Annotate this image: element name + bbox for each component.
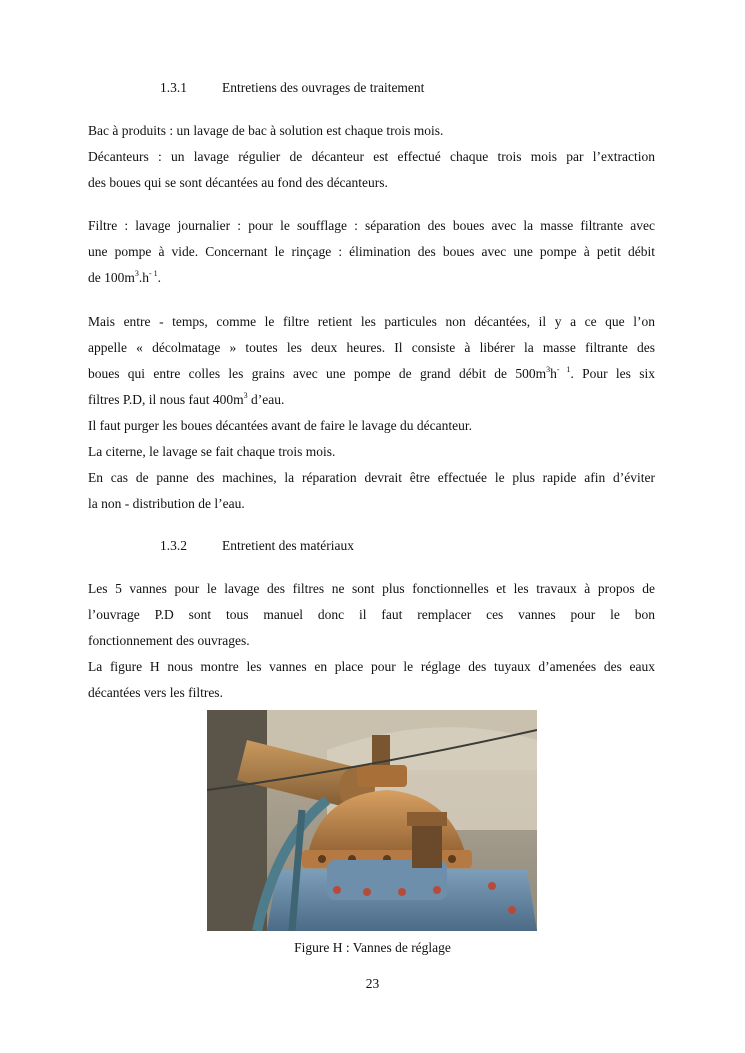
text-line: appelle « décolmatage » toutes les deux heures. Il consiste à libérer la masse filtrante des xyxy=(88,340,655,355)
text-line xyxy=(88,361,655,387)
text-line xyxy=(88,387,655,413)
superscript: 3 xyxy=(243,391,248,400)
section-title: Entretiens des ouvrages de traitement xyxy=(222,80,425,95)
text-line: La figure H nous montre les vannes en place pour le réglage des tuyaux d’amenées des eaux xyxy=(88,659,655,674)
paragraph-filtre xyxy=(88,213,655,291)
figure-caption: Figure H : Vannes de réglage xyxy=(294,940,451,955)
superscript: 3 xyxy=(546,365,551,374)
text-line: En cas de panne des machines, la réparation devrait être effectuée le plus rapide afin d’éviter xyxy=(88,470,655,485)
text-line: Les 5 vannes pour le lavage des filtres ne sont plus fonctionnelles et les travaux à propos de xyxy=(88,581,655,596)
superscript: - 1 xyxy=(556,365,571,374)
text-fragment: .h xyxy=(138,270,149,285)
section-heading-1-3-2 xyxy=(160,538,354,554)
text-line: Filtre : lavage journalier : pour le soufflage : séparation des boues avec la masse filtrante avec xyxy=(88,218,655,233)
text-fragment: filtres P.D, il nous faut 400m xyxy=(88,392,244,407)
text-line: une pompe à vide. Concernant le rinçage : élimination des boues avec une pompe à petit débit xyxy=(88,244,655,259)
paragraph-decolmatage xyxy=(88,309,655,517)
text-fragment: . Pour les six xyxy=(570,366,655,381)
text-fragment: d’eau. xyxy=(247,392,285,407)
section-heading-1-3-1 xyxy=(160,80,424,96)
text-line: Il faut purger les boues décantées avant de faire le lavage du décanteur. xyxy=(88,418,472,433)
text-fragment: de 100m xyxy=(88,270,135,285)
text-line: l’ouvrage P.D sont tous manuel donc il faut remplacer ces vannes pour le bon xyxy=(88,607,655,622)
section-number: 1.3.2 xyxy=(160,538,187,553)
text-fragment: boues qui entre colles les grains avec une pompe de grand débit de 500m xyxy=(88,366,547,381)
text-line: la non - distribution de l’eau. xyxy=(88,496,245,511)
superscript: 3 xyxy=(134,269,139,278)
section-title: Entretient des matériaux xyxy=(222,538,354,553)
text-line: Mais entre - temps, comme le filtre retient les particules non décantées, il y a ce que l’on xyxy=(88,314,655,329)
text-line: La citerne, le lavage se fait chaque trois mois. xyxy=(88,444,336,459)
text-fragment: h xyxy=(550,366,557,381)
text-line: des boues qui se sont décantées au fond des décanteurs. xyxy=(88,175,388,190)
section-number: 1.3.1 xyxy=(160,80,187,95)
text-line xyxy=(88,265,655,291)
paragraph-vannes xyxy=(88,576,655,706)
superscript: - 1 xyxy=(149,269,158,278)
page-number: 23 xyxy=(365,976,380,991)
text-line: décantées vers les filtres. xyxy=(88,685,223,700)
paragraph-bac-decanteurs xyxy=(88,118,655,196)
text-line: Bac à produits : un lavage de bac à solution est chaque trois mois. xyxy=(88,123,444,138)
text-fragment: . xyxy=(157,270,162,285)
text-line: Décanteurs : un lavage régulier de décanteur est effectué chaque trois mois par l’extraction xyxy=(88,149,655,164)
text-line: fonctionnement des ouvrages. xyxy=(88,633,250,648)
valve-photo xyxy=(207,710,537,931)
